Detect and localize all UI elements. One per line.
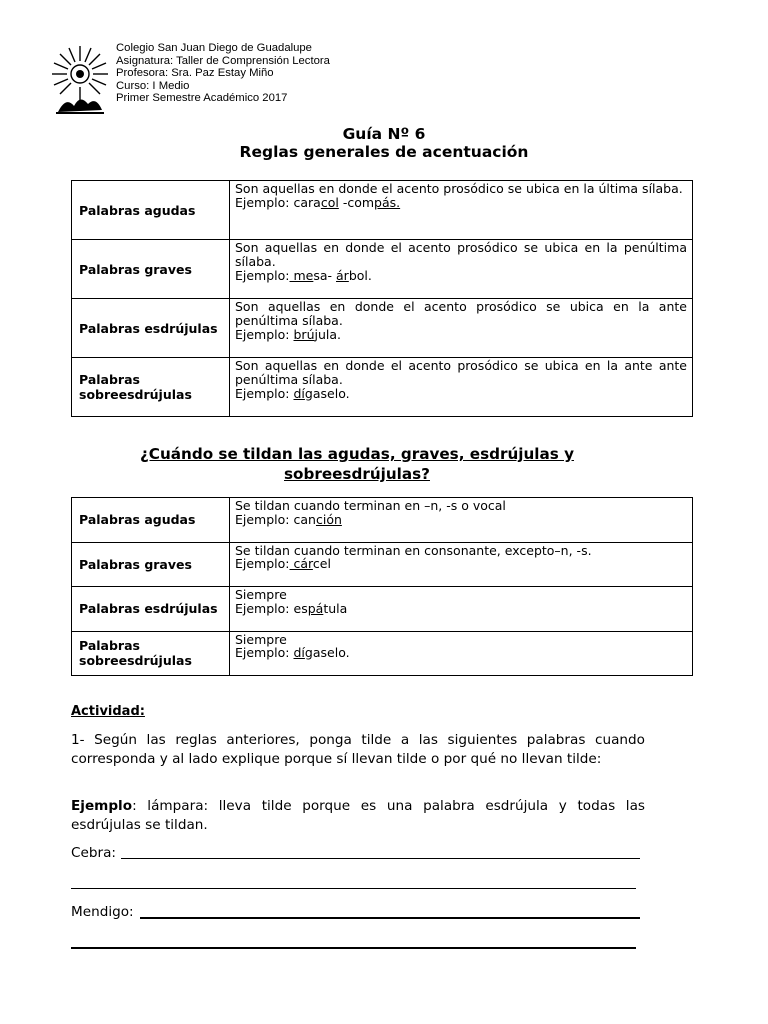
rule-text: Se tildan cuando terminan en consonante, excepto–n, -s.	[235, 542, 592, 558]
example-part: cel	[312, 556, 331, 572]
term-cell: Palabras sobreesdrújulas	[72, 358, 230, 417]
question-line-2: sobreesdrújulas?	[284, 465, 430, 483]
example-label: Ejemplo:	[235, 326, 290, 342]
example-stressed: brú	[293, 326, 315, 342]
rule-text: Siempre	[235, 587, 287, 602]
rule-cell	[230, 587, 693, 632]
example-part: sa-	[313, 267, 337, 283]
example-part: tula	[323, 600, 348, 616]
school-emblem-icon	[52, 44, 108, 116]
definition-text: Son aquellas en donde el acento prosódico se ubica en la ante ante penúltima sílaba.	[235, 358, 687, 387]
example-label: Ejemplo:	[235, 600, 290, 616]
table-row	[72, 240, 693, 299]
activity-heading: Actividad:	[71, 704, 145, 719]
rule-cell	[230, 498, 693, 543]
term-cell: Palabras esdrújulas	[72, 587, 230, 632]
activity-example	[71, 797, 645, 834]
rule-cell	[230, 542, 693, 587]
example-label: Ejemplo:	[235, 556, 290, 572]
teacher-line: Profesora: Sra. Paz Estay Miño	[116, 67, 274, 80]
answer-line-cebra[interactable]	[121, 844, 640, 859]
term-cell: Palabras agudas	[72, 181, 230, 240]
example-stressed: me	[289, 267, 314, 283]
subject-line: Asignatura: Taller de Comprensión Lectora	[116, 54, 330, 67]
question-line-1: ¿Cuándo se tildan las agudas, graves, esdrújulas y	[140, 445, 574, 463]
table-row	[72, 299, 693, 358]
term-cell: Palabras sobreesdrújulas	[72, 631, 230, 676]
answer-line-cebra-continued[interactable]	[71, 874, 636, 889]
section-question	[0, 444, 714, 484]
school-info	[116, 42, 436, 105]
example-stressed: ár	[336, 267, 349, 283]
semester-line: Primer Semestre Académico 2017	[116, 92, 288, 105]
table-row	[72, 181, 693, 240]
term-cell: Palabras graves	[72, 542, 230, 587]
example-part: gaselo.	[304, 645, 350, 661]
definition-cell	[230, 299, 693, 358]
term-cell: Palabras graves	[72, 240, 230, 299]
example-stressed: dí	[293, 645, 305, 661]
activity-instruction: 1- Según las reglas anteriores, ponga tilde a las siguientes palabras cuando corresponda y al lado explique porque sí llevan tilde o por qué no llevan tilde:	[71, 732, 645, 767]
example-stressed: pás.	[374, 194, 401, 210]
example-label: Ejemplo:	[235, 385, 290, 401]
rule-text: Se tildan cuando terminan en –n, -s o vocal	[235, 498, 506, 513]
example-label: Ejemplo:	[235, 267, 290, 283]
table-row	[72, 358, 693, 417]
table-row	[72, 631, 693, 676]
example-stressed: ción	[315, 511, 342, 527]
answer-line-mendigo[interactable]	[140, 903, 640, 919]
example-part: cara	[293, 194, 321, 210]
example-heading: Ejemplo	[71, 798, 133, 814]
example-part: es	[293, 600, 308, 616]
definition-text: Son aquellas en donde el acento prosódico se ubica en la penúltima sílaba.	[235, 240, 687, 269]
table-row	[72, 498, 693, 543]
example-stressed: col	[320, 194, 339, 210]
definitions-table	[71, 180, 693, 417]
example-part: bol.	[348, 267, 372, 283]
term-cell: Palabras esdrújulas	[72, 299, 230, 358]
example-label: Ejemplo:	[235, 645, 290, 661]
course-line: Curso: I Medio	[116, 79, 190, 92]
answer-line-mendigo-continued[interactable]	[71, 933, 636, 949]
example-part: -com	[338, 194, 375, 210]
example-part: gaselo.	[304, 385, 350, 401]
definition-text: Son aquellas en donde el acento prosódico se ubica en la última sílaba.	[235, 181, 683, 196]
definition-cell	[230, 358, 693, 417]
example-stressed: cár	[289, 556, 313, 572]
example-stressed: dí	[293, 385, 305, 401]
example-part: can	[293, 511, 316, 527]
table-row	[72, 587, 693, 632]
word-label-cebra: Cebra:	[71, 845, 116, 861]
word-label-mendigo: Mendigo:	[71, 904, 134, 920]
rule-cell	[230, 631, 693, 676]
definition-text: Son aquellas en donde el acento prosódico se ubica en la ante penúltima sílaba.	[235, 299, 687, 328]
example-stressed: pá	[307, 600, 324, 616]
accent-rules-table	[71, 497, 693, 676]
rule-text: Siempre	[235, 631, 287, 647]
example-part: jula.	[314, 326, 342, 342]
guide-title: Guía Nº 6	[342, 125, 426, 143]
example-body: : lámpara: lleva tilde porque es una palabra esdrújula y todas las esdrújulas se tildan.	[71, 798, 645, 833]
definition-cell	[230, 240, 693, 299]
definition-cell	[230, 181, 693, 240]
school-name: Colegio San Juan Diego de Guadalupe	[116, 42, 312, 54]
guide-subtitle: Reglas generales de acentuación	[239, 143, 529, 161]
term-cell: Palabras agudas	[72, 498, 230, 543]
table-row	[72, 542, 693, 587]
example-label: Ejemplo:	[235, 194, 290, 210]
example-label: Ejemplo:	[235, 511, 290, 527]
